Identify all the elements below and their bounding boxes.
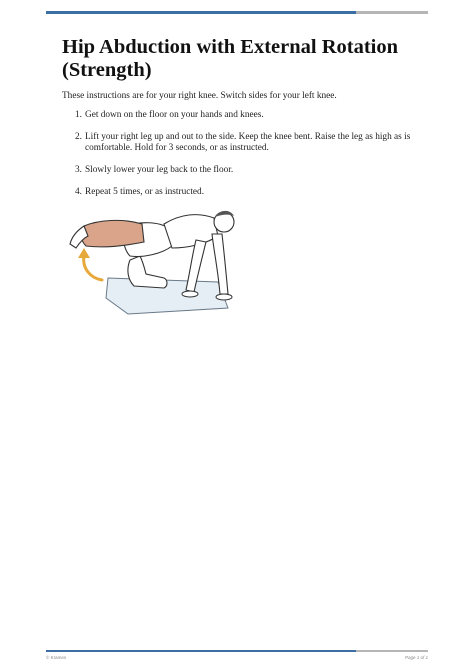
step-text: Slowly lower your leg back to the floor. (85, 165, 234, 175)
step-text: Lift your right leg up and out to the side. Keep the knee bent. Raise the leg as high as is comfortable. Hold for 3 seconds, or as instructed. (85, 132, 411, 153)
footer-rule-blue (46, 650, 356, 652)
arrow-head (78, 248, 90, 258)
page-number: Page 1 of 1 (404, 655, 428, 660)
list-item (62, 132, 422, 154)
step-number: 2. (75, 132, 82, 142)
intro-text: These instructions are for your right knee. Switch sides for your left knee. (62, 91, 337, 101)
movement-arrow (84, 256, 102, 280)
header-rule-grey (356, 11, 428, 14)
step-number: 1. (75, 110, 82, 120)
torso (164, 215, 218, 248)
list-item (62, 110, 422, 121)
list-item (62, 187, 422, 198)
step-text: Repeat 5 times, or as instructed. (85, 187, 205, 197)
step-number: 3. (75, 165, 82, 175)
footer-rule (46, 650, 428, 652)
list-item (62, 165, 422, 176)
header-rule (46, 11, 428, 14)
header-rule-blue (46, 11, 356, 14)
copyright-text: © Krames (46, 655, 67, 660)
step-text: Get down on the floor on your hands and knees. (85, 110, 264, 120)
instruction-list (62, 110, 422, 209)
hand (216, 294, 232, 300)
footer-rule-grey (356, 650, 428, 652)
page-title: Hip Abduction with External Rotation (Strength) (62, 36, 399, 81)
supporting-leg (128, 256, 167, 288)
exercise-illustration (68, 202, 238, 322)
lifted-thigh (81, 220, 144, 246)
hand (182, 291, 198, 297)
step-number: 4. (75, 187, 82, 197)
